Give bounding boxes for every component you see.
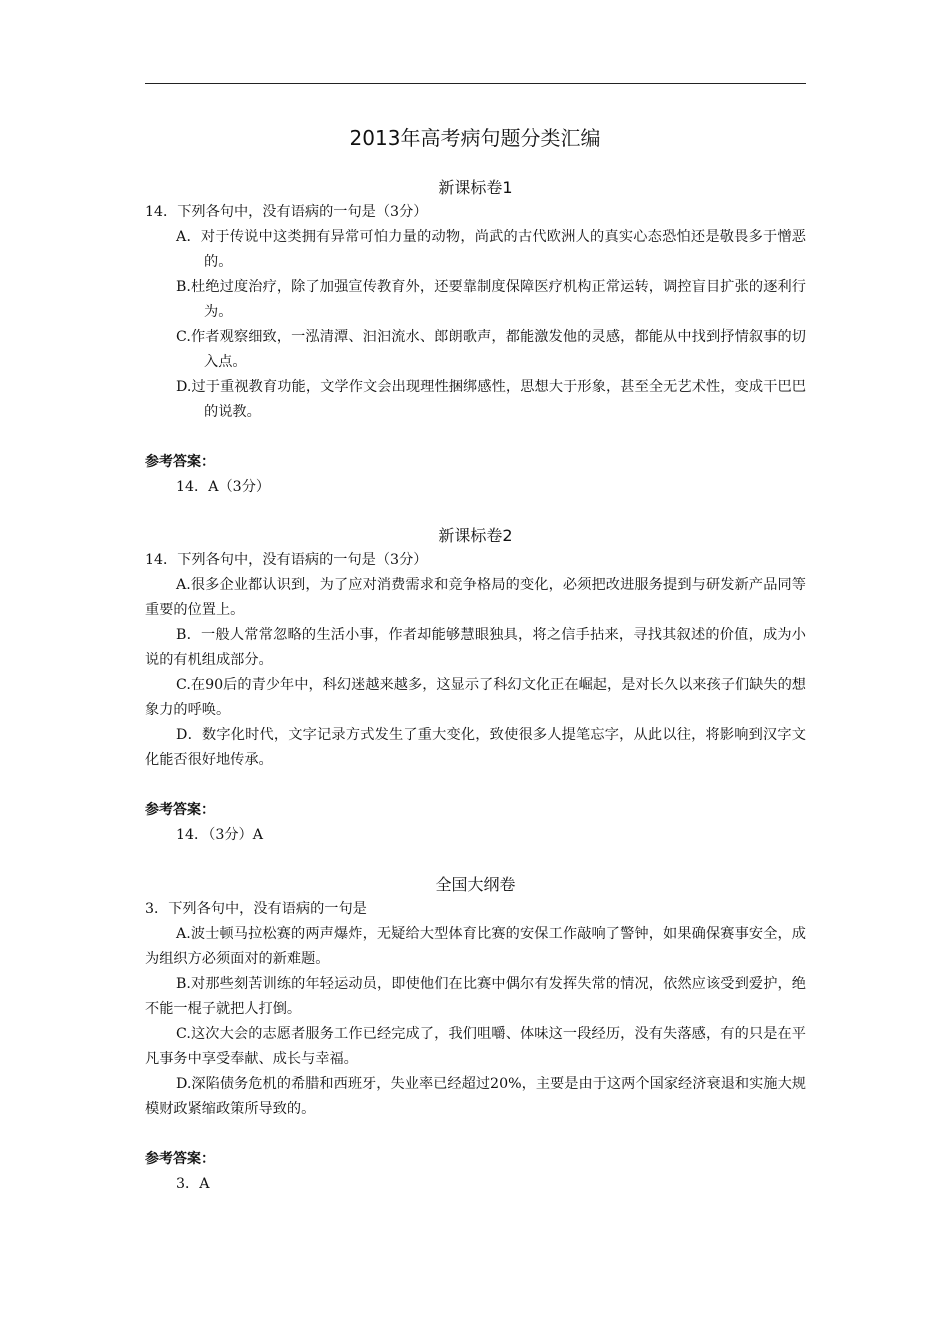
option-d: D.深陷债务危机的希腊和西班牙，失业率已经超过20%，主要是由于这两个国家经济衰退和实施大规模财政紧缩政策所导致的。 <box>145 1076 806 1117</box>
option-b: B．一般人常常忽略的生活小事，作者却能够慧眼独具，将之信手拈来，寻找其叙述的价值，成为小说的有机组成部分。 <box>145 627 806 668</box>
section-xinkebiao-2 <box>145 523 806 848</box>
section-heading: 新课标卷1 <box>438 178 513 197</box>
option-b: B.杜绝过度治疗，除了加强宣传教育外，还要靠制度保障医疗机构正常运转，调控盲目扩张的逐利行为。 <box>176 279 806 320</box>
page-title: 2013年高考病句题分类汇编 <box>349 126 601 150</box>
answer-text: 14．A（3分） <box>176 479 271 495</box>
option-c: C.这次大会的志愿者服务工作已经完成了，我们咀嚼、体味这一段经历，没有失落感，有的只是在平凡事务中享受奉献、成长与幸福。 <box>145 1026 806 1067</box>
option-a: A.波士顿马拉松赛的两声爆炸，无疑给大型体育比赛的安保工作敲响了警钟，如果确保赛事安全，成为组织方必须面对的新难题。 <box>145 926 806 967</box>
header-rule <box>145 83 806 84</box>
section-heading: 新课标卷2 <box>438 526 513 545</box>
option-b: B.对那些刻苦训练的年轻运动员，即使他们在比赛中偶尔有发挥失常的情况，依然应该受到爱护，绝不能一棍子就把人打倒。 <box>145 976 806 1017</box>
option-c: C.在90后的青少年中，科幻迷越来越多，这显示了科幻文化正在崛起，是对长久以来孩子们缺失的想象力的呼唤。 <box>145 677 806 718</box>
question-text: 14．下列各句中，没有语病的一句是（3分） <box>145 552 428 568</box>
section-quanguo-dagang <box>145 872 806 1197</box>
option-a: A．对于传说中这类拥有异常可怕力量的动物，尚武的古代欧洲人的真实心态恐怕还是敬畏多于憎恶的。 <box>176 229 806 270</box>
option-d: D．数字化时代，文字记录方式发生了重大变化，致使很多人提笔忘字，从此以往，将影响到汉字文化能否很好地传承。 <box>145 727 806 768</box>
option-c: C.作者观察细致，一泓清潭、汩汩流水、郎朗歌声，都能激发他的灵感，都能从中找到抒情叙事的切入点。 <box>176 329 806 370</box>
answer-label: 参考答案： <box>145 802 215 818</box>
question-text: 3．下列各句中，没有语病的一句是 <box>145 901 367 917</box>
answer-label: 参考答案： <box>145 1151 215 1167</box>
question-text: 14．下列各句中，没有语病的一句是（3分） <box>145 204 428 220</box>
section-xinkebiao-1 <box>145 175 806 500</box>
section-heading: 全国大纲卷 <box>435 875 516 894</box>
answer-label: 参考答案： <box>145 454 215 470</box>
answer-text: 3．A <box>176 1176 210 1192</box>
option-a: A.很多企业都认识到，为了应对消费需求和竞争格局的变化，必须把改进服务提到与研发新产品同等重要的位置上。 <box>145 577 806 618</box>
answer-text: 14．（3分）A <box>176 827 263 843</box>
option-d: D.过于重视教育功能，文学作文会出现理性捆绑感性，思想大于形象，甚至全无艺术性，变成干巴巴的说教。 <box>176 379 806 420</box>
